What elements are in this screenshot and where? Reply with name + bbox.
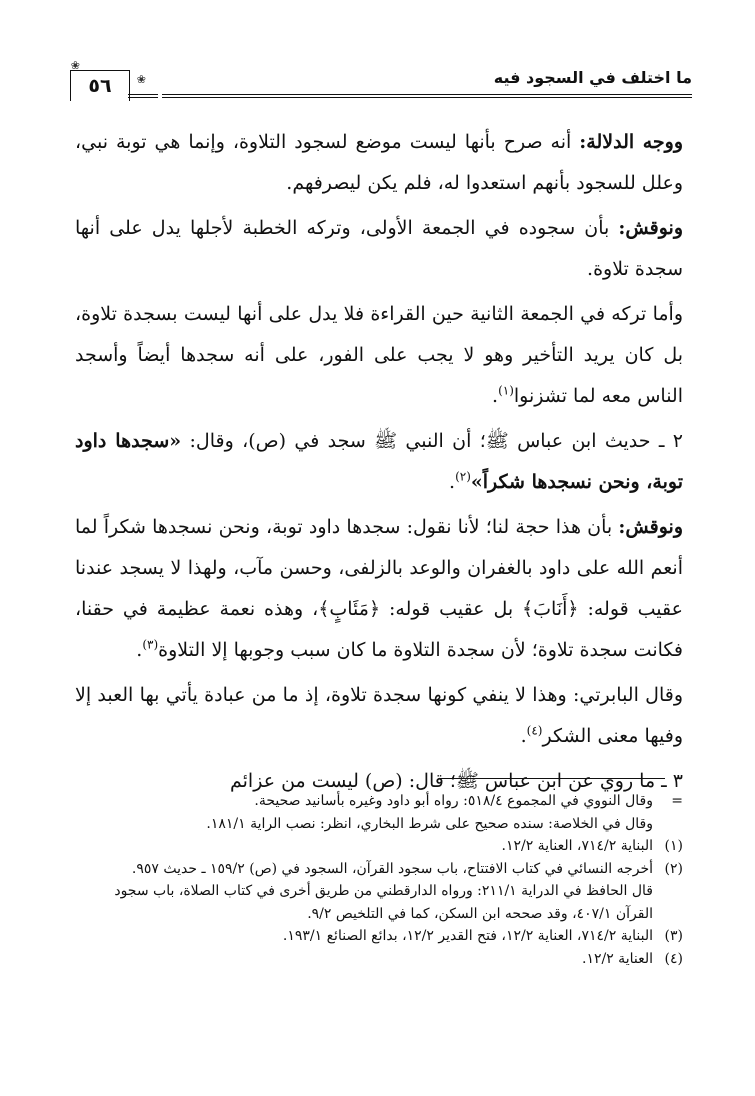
paragraph-text: أنه صرح بأنها ليست موضع لسجود التلاوة، وإنما هي توبة نبي، وعلل للسجود بأنهم استعدوا له، فلم يكن ليصرفهم. [75,131,683,194]
paragraph-lead: ووجه الدلالة: [579,131,683,153]
paragraph-text: بأن سجوده في الجمعة الأولى، وتركه الخطبة لأجلها يدل على أنها سجدة تلاوة. [75,217,683,280]
footnote-text: وقال في الخلاصة: سنده صحيح على شرط البخاري، انظر: نصب الراية ١٨١/١. [206,815,653,832]
paragraph-lead: ونوقش: [618,217,683,239]
running-title: ما اختلف في السجود فيه [493,68,692,87]
footnote [75,925,683,948]
footnotes [75,790,683,970]
header-rule-left [128,94,158,98]
footnote-ref: (٣) [142,637,159,652]
footnote-ref: (٤) [526,723,543,738]
footnote [75,948,683,971]
footnote-text: قال الحافظ في الدراية ٢١١/١: ورواه الدارقطني من طريق أخرى في كتاب الصلاة، باب سجود القرآن ٤٠٧/١، وقد صححه ابن السكن، كما في التلخيص ٩/٢. [114,883,653,922]
footnote [75,813,683,836]
paragraph-text: ٣ ـ ما روي عن ابن عباس ﷺ؛ قال: (ص) ليست من عزائم [230,770,683,792]
footnote-text: العناية ١٢/٢. [582,950,653,967]
footnote-text: أخرجه النسائي في كتاب الافتتاح، باب سجود القرآن، السجود في (ص) ١٥٩/٢ ـ حديث ٩٥٧. [131,860,653,877]
footnote-mark: (٣) [664,928,683,944]
footnote-mark [653,880,683,925]
footnote-mark: (٢) [664,860,683,877]
footnote-mark: (٤) [664,950,683,967]
paragraph-lead: ونوقش: [618,516,683,538]
footnote-ref: (٢) [455,469,471,484]
paragraph-text: ٢ ـ حديث ابن عباس ﷺ؛ أن النبي ﷺ سجد في (ص)، وقال: [181,430,683,452]
footnote-ref: (١) [498,383,514,398]
footnote [75,858,683,881]
ornament-icon: ❀ [70,59,80,72]
hadith-quote: «سجدها داود توبة، ونحن نسجدها شكراً» [75,430,683,493]
paragraph [75,122,683,204]
paragraph-text: وقال البابرتي: وهذا لا ينفي كونها سجدة تلاوة، إذ ما من عبادة يأتي بها العبد إلا وفيها معنى الشكر [75,684,683,747]
paragraph-text: بأن هذا حجة لنا؛ لأنا نقول: سجدها داود توبة، ونحن نسجدها شكراً لما أنعم الله على داود بالغفران والوعد بالزلفى، وحسن مآب، ولهذا لا يسجد عندنا عقيب قوله: ﴿أَنَابَ﴾ بل عقيب قوله: ﴿مَئَابٍ﴾، وهذه نعمة عظيمة في حقنا، فكانت سجدة تلاوة؛ لأن سجدة التلاوة ما كان سبب وجوبها إلا التلاوة [75,516,683,661]
footnote-mark: = [671,793,683,809]
footnote-mark: (١) [664,838,683,854]
paragraph: وأما تركه في الجمعة الثانية حين القراءة فلا يدل على أنها ليست بسجدة تلاوة، بل كان يريد التأخير وهو لا يجب على الفور، على أنه سجدها أيضاً وأسجد الناس معه لما تشزنوا$^{(١)}$. [75,303,683,407]
footnote-mark [653,813,683,836]
footnote [75,835,683,858]
footnote-text: البناية ٧١٤/٢، العناية ١٢/٢، فتح القدير ١٢/٢، بدائع الصنائع ١٩٣/١. [282,928,653,944]
footnote-text: وقال النووي في المجموع ٥١٨/٤: رواه أبو داود وغيره بأسانيد صحيحة. [254,793,653,809]
footnote [75,880,683,925]
paragraph: ٢ ـ حديث ابن عباس ﷺ؛ أن النبي ﷺ سجد في (ص)، وقال: «سجدها داود توبة، ونحن نسجدها شكراً»$^{(٢)}$. [75,430,683,493]
paragraph: ونوقش: بأن هذا حجة لنا؛ لأنا نقول: سجدها داود توبة، ونحن نسجدها شكراً لما أنعم الله على داود بالغفران والوعد بالزلفى، وحسن مآب، ولهذا لا يسجد عندنا عقيب قوله: ﴿أَنَابَ﴾ بل عقيب قوله: ﴿مَئَابٍ﴾، وهذه نعمة عظيمة في حقنا، فكانت سجدة تلاوة؛ لأن سجدة التلاوة ما كان سبب وجوبها إلا التلاوة$^{(٣)}$. [75,516,683,661]
footnote-text: البناية ٧١٤/٢، العناية ١٢/٢. [501,838,653,854]
paragraph: وقال البابرتي: وهذا لا ينفي كونها سجدة تلاوة، إذ ما من عبادة يأتي بها العبد إلا وفيها معنى الشكر$^{(٤)}$. [75,684,683,747]
paragraph-text: وأما تركه في الجمعة الثانية حين القراءة فلا يدل على أنها ليست بسجدة تلاوة، بل كان يريد التأخير وهو لا يجب على الفور، على أنه سجدها أيضاً وأسجد الناس معه لما تشزنوا [75,303,683,407]
main-text [75,122,683,806]
running-header [62,60,692,108]
header-rule [162,94,692,98]
ornament-icon: ❀ [136,73,146,86]
footnote [75,790,683,813]
footnote-separator [440,778,665,779]
paragraph [75,208,683,290]
page-number: ٥٦ [70,70,130,101]
